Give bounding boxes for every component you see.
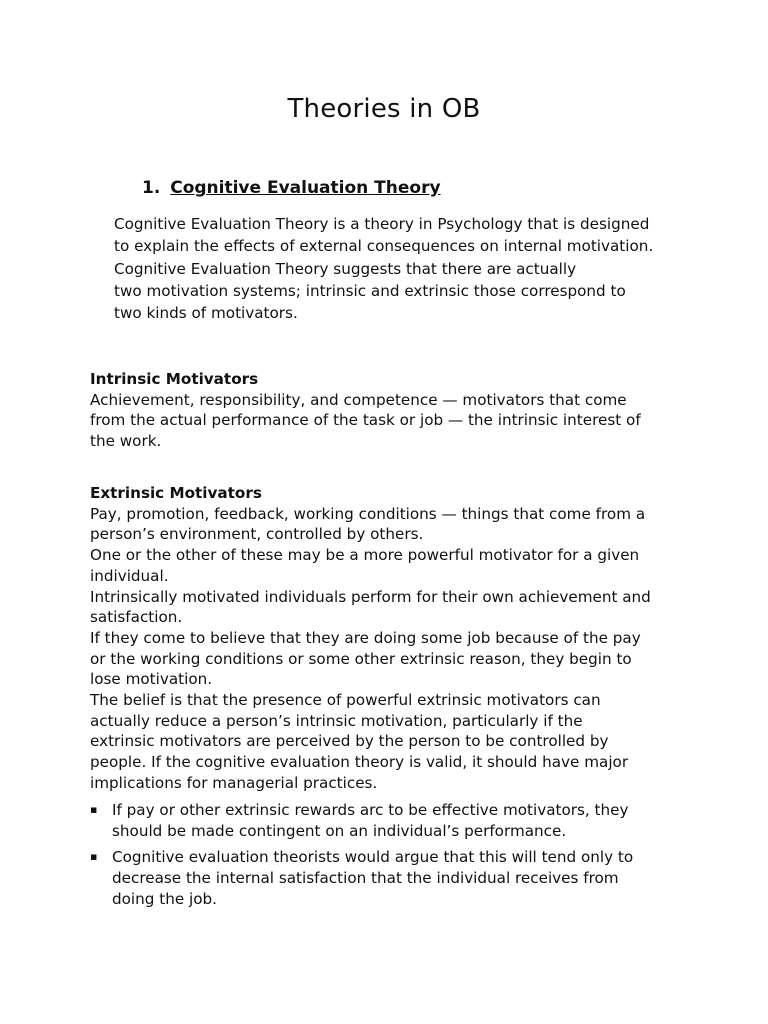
extrinsic-motivators-section <box>90 483 740 794</box>
extrinsic-line: Intrinsically motivated individuals perform for their own achievement and <box>90 587 651 606</box>
square-bullet-icon: ▪ <box>90 850 98 864</box>
extrinsic-line: extrinsic motivators are perceived by the person to be controlled by <box>90 732 609 751</box>
section-heading <box>142 178 441 198</box>
section-number: 1. <box>142 178 161 198</box>
bullet-item <box>90 847 740 909</box>
extrinsic-line: If they come to believe that they are doing some job because of the pay <box>90 628 641 647</box>
extrinsic-line: satisfaction. <box>90 608 183 627</box>
intro-line: to explain the effects of external consequences on internal motivation. <box>114 237 654 256</box>
implications-bullet-list <box>90 800 740 916</box>
intrinsic-line: Achievement, responsibility, and competence — motivators that come <box>90 390 627 409</box>
extrinsic-line: or the working conditions or some other extrinsic reason, they begin to <box>90 649 632 668</box>
bullet-line: should be made contingent on an individual’s performance. <box>112 821 567 840</box>
intro-line: two kinds of motivators. <box>114 304 298 323</box>
bullet-line: decrease the internal satisfaction that the individual receives from <box>112 869 619 888</box>
intro-paragraph <box>114 213 704 324</box>
intro-line: Cognitive Evaluation Theory is a theory in Psychology that is designed <box>114 215 650 233</box>
page-title: Theories in OB <box>287 94 481 124</box>
extrinsic-line: One or the other of these may be a more powerful motivator for a given <box>90 546 640 565</box>
intrinsic-line: from the actual performance of the task or job — the intrinsic interest of <box>90 411 641 430</box>
bullet-line: If pay or other extrinsic rewards arc to be effective motivators, they <box>112 801 629 819</box>
extrinsic-line: implications for managerial practices. <box>90 773 378 792</box>
extrinsic-line: person’s environment, controlled by others. <box>90 525 424 544</box>
bullet-line: Cognitive evaluation theorists would argue that this will tend only to <box>112 848 634 867</box>
extrinsic-heading: Extrinsic Motivators <box>90 484 262 502</box>
extrinsic-line: Pay, promotion, feedback, working conditions — things that come from a <box>90 504 646 523</box>
intro-line: two motivation systems; intrinsic and extrinsic those correspond to <box>114 281 626 300</box>
intro-line: Cognitive Evaluation Theory suggests that there are actually <box>114 259 577 278</box>
intrinsic-heading: Intrinsic Motivators <box>90 370 259 388</box>
extrinsic-line: individual. <box>90 566 169 585</box>
square-bullet-icon: ▪ <box>90 803 98 816</box>
bullet-item <box>90 800 740 841</box>
extrinsic-line: The belief is that the presence of powerful extrinsic motivators can <box>90 691 601 710</box>
intrinsic-motivators-section <box>90 369 740 452</box>
bullet-line: doing the job. <box>112 889 217 908</box>
extrinsic-line: actually reduce a person’s intrinsic motivation, particularly if the <box>90 711 583 730</box>
intrinsic-line: the work. <box>90 432 162 451</box>
extrinsic-line: lose motivation. <box>90 670 213 689</box>
extrinsic-line: people. If the cognitive evaluation theory is valid, it should have major <box>90 753 629 772</box>
section-title: Cognitive Evaluation Theory <box>170 178 441 198</box>
